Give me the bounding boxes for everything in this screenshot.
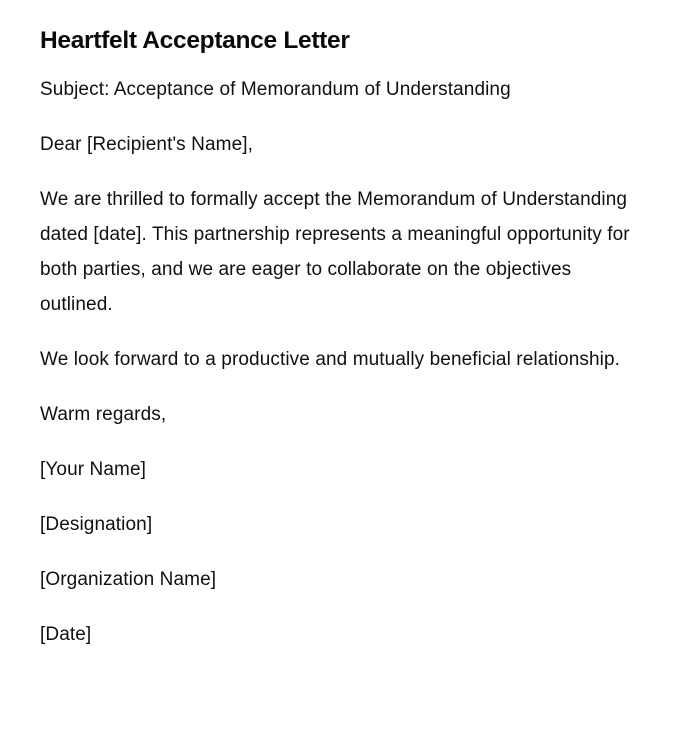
signature-organization: [Organization Name] (40, 569, 217, 590)
body-paragraph-1: We are thrilled to formally accept the Memorandum of Understanding dated [date]. This partnership represents a meaningful opportunity for both parties, and we are eager to collaborate on the objectives outlined. (40, 189, 630, 315)
signature-designation: [Designation] (40, 514, 153, 535)
signature-date: [Date] (40, 624, 92, 645)
subject-line: Subject: Acceptance of Memorandum of Understanding (40, 79, 511, 100)
salutation: Dear [Recipient's Name], (40, 134, 253, 155)
closing: Warm regards, (40, 404, 167, 425)
signature-name: [Your Name] (40, 459, 147, 480)
letter-title: Heartfelt Acceptance Letter (40, 27, 350, 54)
body-paragraph-2: We look forward to a productive and mutually beneficial relationship. (40, 349, 621, 370)
